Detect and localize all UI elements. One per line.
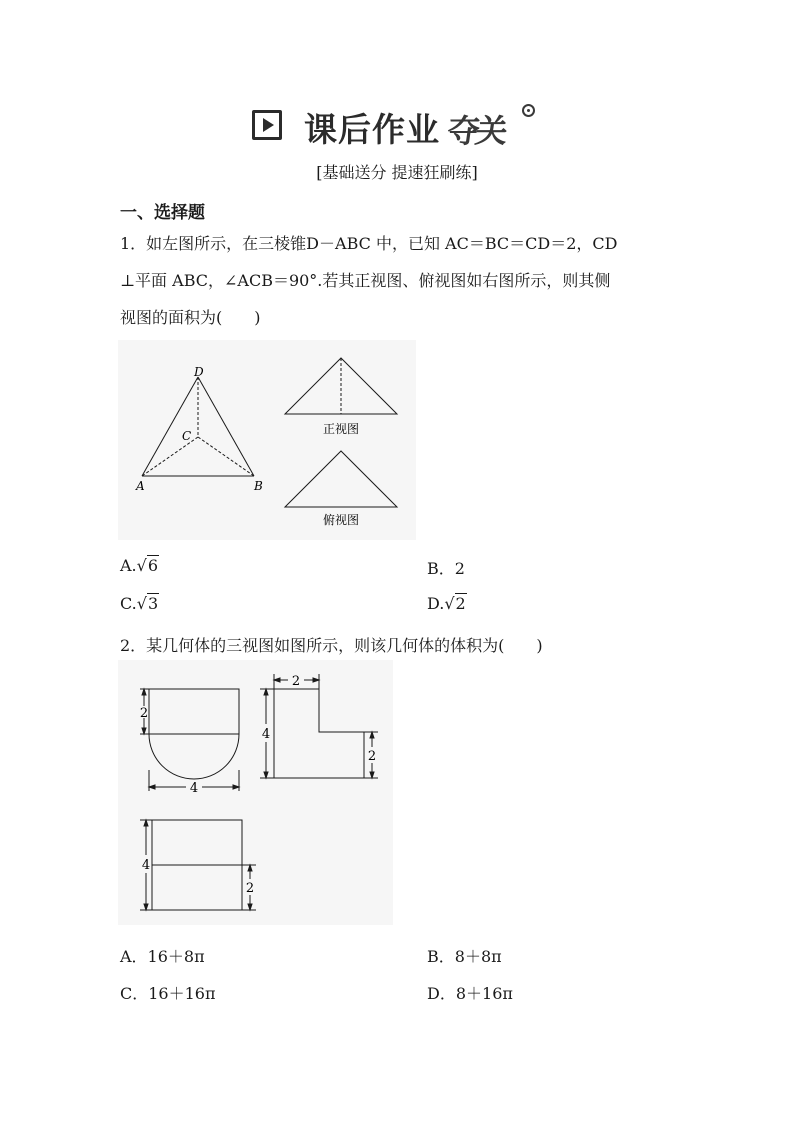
q1-option-c[interactable]: C.√3 xyxy=(120,594,159,613)
q1-option-a[interactable]: A.√6 xyxy=(120,556,159,575)
label-A: A xyxy=(136,479,145,493)
q2-option-d[interactable]: D．8＋16π xyxy=(427,984,513,1003)
edge-CB xyxy=(198,437,254,476)
question-1-line-2: ⊥平面 ABC，∠ACB＝90°.若其正视图、俯视图如右图所示，则其侧 xyxy=(120,271,611,290)
dim-side-step: 2 xyxy=(367,749,377,764)
q2-option-c[interactable]: C．16＋16π xyxy=(120,984,216,1003)
dim-top-height: 4 xyxy=(141,858,151,873)
front-view xyxy=(140,689,239,791)
header-subtitle: [基础送分 提速狂刷练] xyxy=(316,163,478,182)
question-2-text: 2．某几何体的三视图如图所示，则该几何体的体积为( ) xyxy=(120,636,543,655)
play-icon xyxy=(252,110,282,140)
dim-front-width: 4 xyxy=(189,781,199,796)
front-view xyxy=(285,358,397,414)
q1-option-b[interactable]: B．2 xyxy=(427,559,465,578)
side-view xyxy=(260,674,378,778)
section-title: 一、选择题 xyxy=(120,203,205,223)
sqrt-symbol: √3 xyxy=(136,594,159,613)
question-1-line-1: 1．如左图所示，在三棱锥D－ABC 中，已知 AC＝BC＝CD＝2，CD xyxy=(120,234,618,253)
q1-option-d[interactable]: D.√2 xyxy=(427,594,466,613)
question-1-line-3: 视图的面积为( ) xyxy=(120,308,261,327)
question-2-three-views xyxy=(118,660,393,925)
top-view-caption: 俯视图 xyxy=(322,513,360,527)
label-B: B xyxy=(254,479,263,493)
dim-side-height: 4 xyxy=(261,727,271,742)
dim-front-height: 2 xyxy=(139,706,149,721)
sqrt-symbol: √2 xyxy=(444,594,466,613)
edge-DA xyxy=(142,377,198,476)
q2-option-a[interactable]: A．16＋8π xyxy=(120,947,205,966)
top-view xyxy=(140,820,256,910)
label-D: D xyxy=(194,365,204,379)
top-view xyxy=(285,451,397,507)
front-view-caption: 正视图 xyxy=(322,422,360,436)
dim-side-top-width: 2 xyxy=(291,674,301,689)
gear-icon xyxy=(522,104,535,117)
q2-option-b[interactable]: B．8＋8π xyxy=(427,947,502,966)
page-header xyxy=(0,104,794,150)
question-1-figure xyxy=(118,340,416,540)
question-1-text xyxy=(120,225,680,336)
dim-top-step: 2 xyxy=(245,881,255,896)
brand-logo: 夺关 xyxy=(445,112,507,150)
sqrt-symbol: √6 xyxy=(136,556,159,575)
question-2-figure xyxy=(118,660,393,925)
label-C: C xyxy=(182,429,192,443)
edge-DB xyxy=(198,377,254,476)
header-title: 课后作业 xyxy=(304,110,440,149)
question-1-diagram xyxy=(118,340,416,540)
